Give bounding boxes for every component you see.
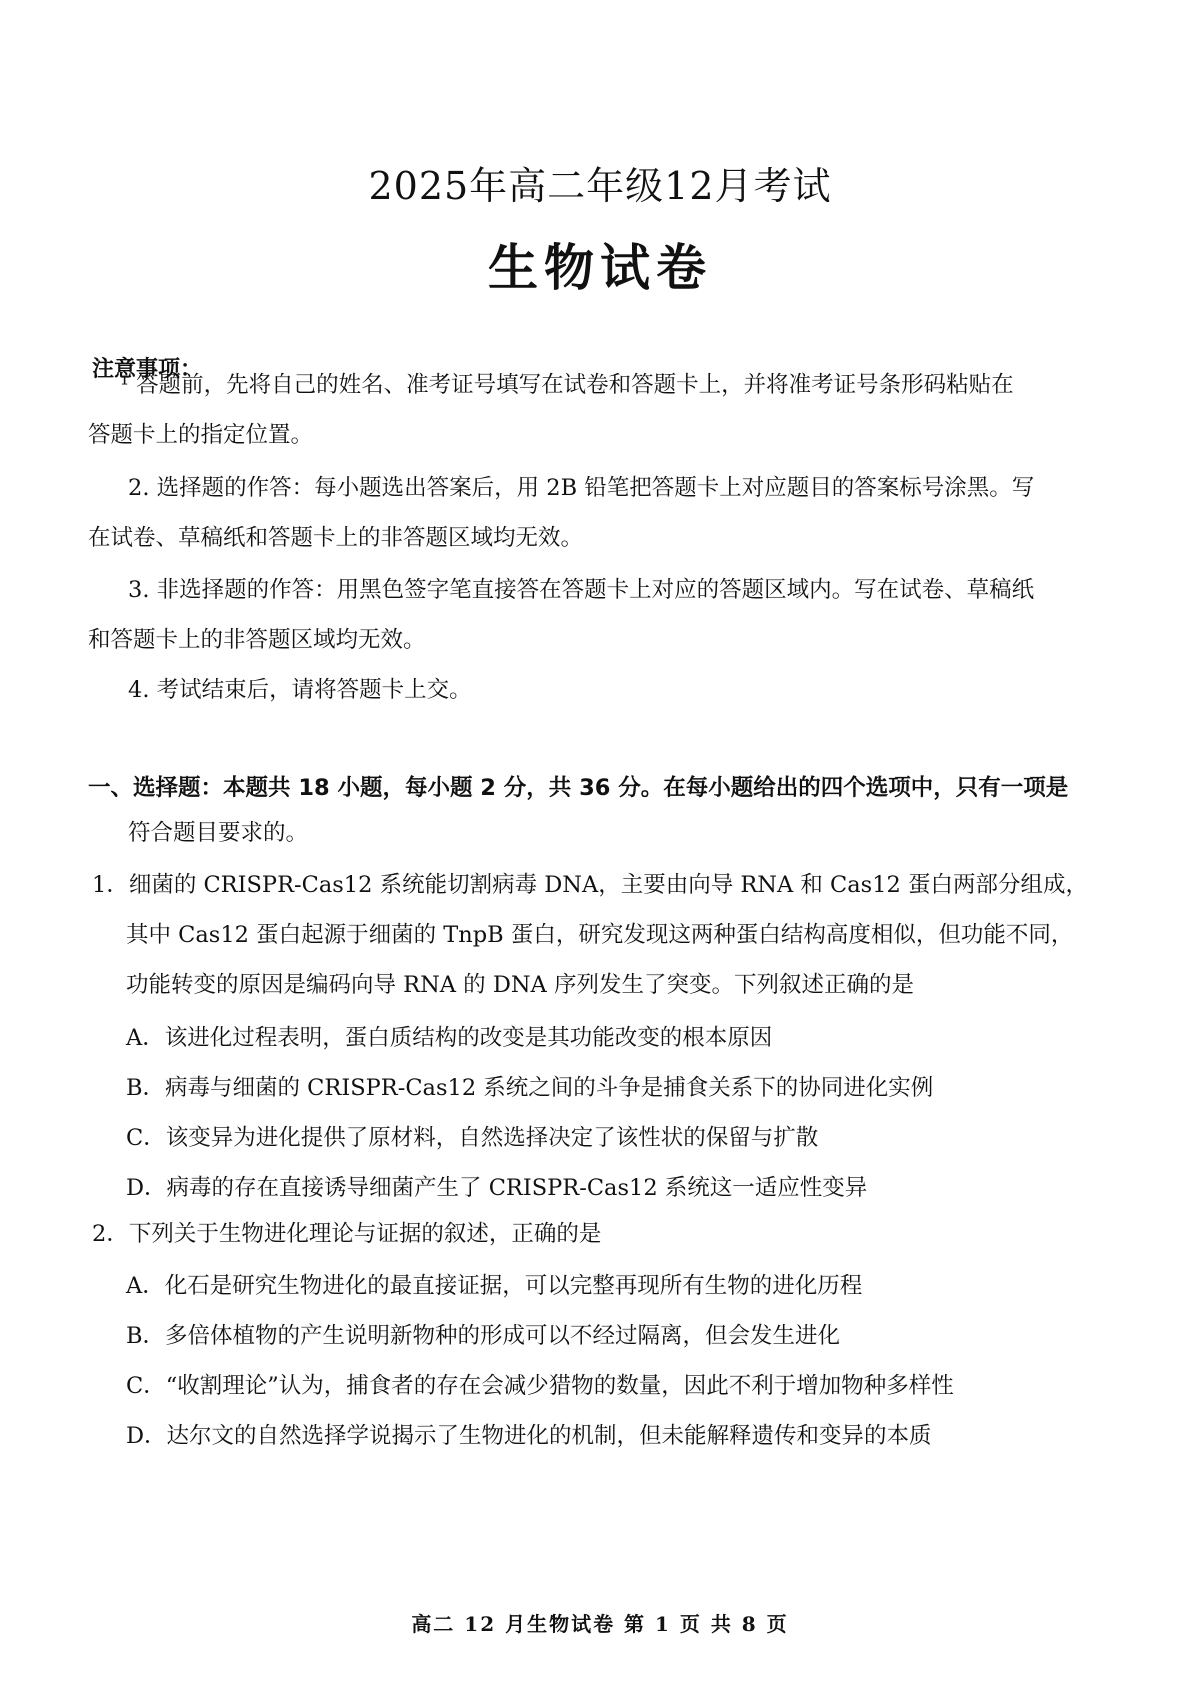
question-2-option-c: C．“收割理论”认为，捕食者的存在会减少猎物的数量，因此不利于增加物种多样性: [126, 1373, 954, 1399]
subject-title: 生物试卷: [488, 238, 712, 297]
notice-item-2-line2: 在试卷、草稿纸和答题卡上的非答题区域均无效。: [88, 525, 584, 551]
question-2-option-d: D．达尔文的自然选择学说揭示了生物进化的机制，但未能解释遗传和变异的本质: [126, 1423, 932, 1449]
question-2-option-a: A．化石是研究生物进化的最直接证据，可以完整再现所有生物的进化历程: [126, 1273, 863, 1299]
question-1-stem-line1: 1．细菌的 CRISPR-Cas12 系统能切割病毒 DNA，主要由向导 RNA 和 Cas12 蛋白两部分组成，: [92, 872, 1088, 898]
notice-item-3-line1: 3. 非选择题的作答：用黑色签字笔直接答在答题卡上对应的答题区域内。写在试卷、草稿纸: [128, 577, 1035, 603]
page-footer: 高二 12 月生物试卷 第 1 页 共 8 页: [411, 1612, 789, 1636]
question-1-stem-line2: 其中 Cas12 蛋白起源于细菌的 TnpB 蛋白，研究发现这两种蛋白结构高度相似，但功能不同，: [126, 922, 1074, 948]
question-1-option-d: D．病毒的存在直接诱导细菌产生了 CRISPR-Cas12 系统这一适应性变异: [126, 1175, 868, 1201]
notice-item-2-line1: 2. 选择题的作答：每小题选出答案后，用 2B 铅笔把答题卡上对应题目的答案标号涂黑。写: [128, 475, 1035, 501]
notice-item-1-line2: 答题卡上的指定位置。: [88, 422, 314, 448]
section-1-heading-line1: 一、选择题：本题共 18 小题，每小题 2 分，共 36 分。在每小题给出的四个选项中，只有一项是: [88, 775, 1069, 801]
question-1-option-a: A．该进化过程表明，蛋白质结构的改变是其功能改变的根本原因: [126, 1025, 773, 1051]
question-1-option-c: C．该变异为进化提供了原材料，自然选择决定了该性状的保留与扩散: [126, 1125, 819, 1151]
exam-title: 2025年高二年级12月考试: [368, 164, 832, 208]
notice-heading: 注意事项：: [92, 357, 203, 382]
notice-item-3-line2: 和答题卡上的非答题区域均无效。: [88, 627, 426, 653]
question-2-stem: 2．下列关于生物进化理论与证据的叙述，正确的是: [92, 1221, 602, 1247]
question-2-option-b: B．多倍体植物的产生说明新物种的形成可以不经过隔离，但会发生进化: [126, 1323, 841, 1349]
notice-item-1-line1: ¹ 答题前，先将自己的姓名、准考证号填写在试卷和答题卡上，并将准考证号条形码粘贴在: [120, 372, 1014, 398]
section-1-heading-line2: 符合题目要求的。: [128, 820, 309, 846]
question-1-option-b: B．病毒与细菌的 CRISPR-Cas12 系统之间的斗争是捕食关系下的协同进化实例: [126, 1075, 934, 1101]
question-1-stem-line3: 功能转变的原因是编码向导 RNA 的 DNA 序列发生了突变。下列叙述正确的是: [126, 972, 914, 998]
notice-item-4-line1: 4. 考试结束后，请将答题卡上交。: [128, 677, 472, 703]
